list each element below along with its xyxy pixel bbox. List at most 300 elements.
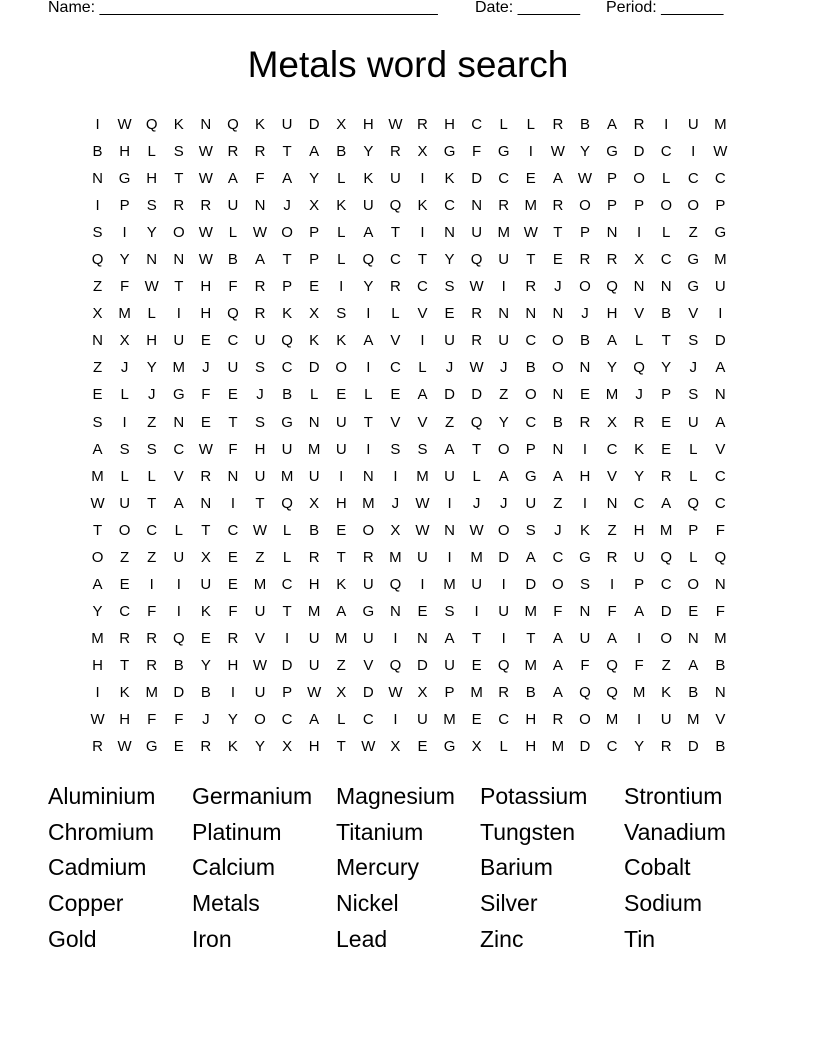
grid-letter: D [525,575,537,593]
grid-letter: T [174,278,184,296]
grid-letter: S [255,359,266,377]
grid-letter: H [146,332,158,350]
grid-letter: N [552,386,564,404]
grid-letter: P [309,251,320,269]
grid-letter: U [498,602,510,620]
grid-letter: K [363,170,374,188]
grid-letter: B [688,683,699,701]
grid-letter: O [687,575,700,593]
grid-letter: S [688,332,699,350]
grid-letter: T [336,548,346,566]
grid-letter: S [146,440,157,458]
grid-letter: I [637,711,642,729]
word-list-item: Zinc [480,925,524,952]
grid-letter: T [417,251,428,269]
grid-letter: I [95,197,100,215]
grid-letter: H [200,305,212,323]
grid-letter: Y [363,143,374,161]
grid-letter: N [444,224,455,242]
grid-letter: P [525,440,536,458]
grid-letter: U [525,494,537,512]
grid-letter: G [443,143,456,161]
grid-letter: W [388,116,403,133]
grid-letter: H [525,738,537,756]
grid-letter: L [499,738,508,756]
grid-letter: K [119,683,130,701]
grid-letter: R [660,738,672,756]
grid-letter: C [525,332,537,350]
grid-letter: F [228,440,238,458]
grid-letter: P [607,170,618,188]
grid-letter: D [281,656,293,674]
grid-letter: L [147,467,156,485]
grid-letter: I [664,116,669,133]
grid-letter: Q [687,494,700,512]
grid-letter: F [715,521,725,539]
grid-letter: R [525,278,537,296]
grid-letter: C [606,738,618,756]
grid-letter: O [524,386,537,404]
word-list-item: Tungsten [480,818,576,845]
grid-letter: I [230,494,236,512]
grid-letter: C [119,602,131,620]
grid-letter: P [661,386,672,404]
grid-letter: G [281,413,293,431]
grid-letter: G [714,224,727,242]
grid-letter: Q [389,656,402,674]
grid-letter: F [201,386,211,404]
grid-letter: W [415,521,430,539]
grid-letter: Y [363,278,374,296]
grid-letter: A [92,440,103,458]
grid-letter: E [525,170,536,188]
grid-letter: Q [389,197,402,215]
grid-letter: I [609,575,615,593]
grid-letter: I [366,305,371,323]
grid-letter: E [417,738,428,756]
word-list-item: Cadmium [48,854,147,881]
word-list-item: Tin [624,925,656,952]
grid-letter: C [498,170,510,188]
grid-letter: T [174,170,184,188]
word-list-item: Lead [336,925,388,952]
grid-letter: Q [91,251,104,269]
grid-letter: N [417,629,428,647]
grid-letter: Q [606,683,618,701]
grid-letter: V [363,656,374,674]
grid-letter: C [633,494,645,512]
grid-letter: X [282,738,293,756]
grid-letter: N [714,683,726,701]
grid-letter: I [393,467,398,485]
grid-letter: N [579,602,591,620]
grid-letter: H [308,575,320,593]
grid-letter: Q [227,305,239,323]
grid-letter: L [472,467,481,485]
grid-letter: S [173,143,184,161]
grid-letter: L [228,224,238,242]
grid-letter: K [661,683,672,701]
letter-grid [84,113,734,762]
grid-letter: Z [147,548,157,566]
grid-letter: F [120,278,130,296]
grid-letter: O [579,278,591,296]
grid-letter: S [255,413,266,431]
grid-letter: T [526,251,536,269]
grid-letter: W [90,711,105,729]
grid-letter: Y [634,467,645,485]
grid-letter: T [661,332,671,350]
grid-letter: L [282,521,292,539]
word-list-item: Calcium [192,854,276,881]
grid-letter: U [335,413,347,431]
grid-letter: T [472,440,482,458]
grid-letter: P [282,683,293,701]
grid-letter: K [336,575,347,593]
grid-letter: G [443,738,456,756]
grid-letter: W [523,224,538,242]
grid-letter: M [389,548,402,566]
grid-letter: T [120,656,130,674]
grid-letter: A [444,440,455,458]
grid-letter: C [660,251,672,269]
word-list-item: Mercury [336,854,420,881]
date-field: Date: _______ [475,0,580,16]
grid-letter: R [173,197,185,215]
page-title: Metals word search [247,44,569,85]
grid-letter: B [525,359,536,377]
grid-letter: V [688,305,699,323]
grid-letter: O [660,629,673,647]
word-list-item: Nickel [336,890,399,917]
grid-letter: I [582,440,588,458]
grid-letter: R [606,251,618,269]
grid-letter: X [92,305,103,323]
grid-letter: Q [227,116,239,133]
grid-letter: M [91,467,104,485]
grid-letter: N [308,413,320,431]
grid-letter: Y [255,738,266,756]
grid-letter: Y [227,711,238,729]
grid-letter: Q [281,332,293,350]
grid-letter: Z [92,278,103,296]
grid-letter: U [308,656,320,674]
grid-letter: E [119,575,130,593]
grid-letter: W [469,278,484,296]
grid-letter: U [254,467,266,485]
grid-letter: O [687,197,700,215]
grid-letter: P [119,197,130,215]
grid-letter: U [471,224,483,242]
grid-letter: E [444,305,455,323]
word-list-item: Iron [192,925,232,952]
word-list [48,779,808,957]
grid-letter: U [173,332,185,350]
grid-letter: U [444,332,455,350]
grid-letter: M [524,656,538,674]
grid-letter: V [715,440,726,458]
grid-letter: R [552,116,564,133]
grid-letter: H [146,170,158,188]
grid-letter: V [417,305,428,323]
grid-letter: L [120,386,129,404]
grid-letter: L [282,548,292,566]
grid-letter: R [552,711,564,729]
name-field: Name: ______________________________________ [48,0,438,16]
grid-letter: R [471,305,483,323]
grid-letter: U [227,359,239,377]
grid-letter: P [634,197,645,215]
grid-letter: D [498,548,510,566]
grid-letter: K [255,116,266,133]
word-list-item: Strontium [624,783,723,809]
grid-letter: R [552,197,564,215]
grid-letter: R [417,116,428,133]
grid-letter: A [552,629,563,647]
grid-letter: M [416,467,429,485]
grid-letter: W [388,683,403,701]
grid-letter: R [471,332,483,350]
grid-letter: R [146,656,158,674]
grid-letter: H [606,305,618,323]
grid-letter: M [172,359,186,377]
grid-letter: N [714,386,726,404]
worksheet-header [0,0,816,20]
grid-letter: Q [470,251,483,269]
grid-letter: I [122,413,127,431]
grid-letter: Z [120,548,130,566]
grid-letter: N [471,197,483,215]
grid-letter: C [471,116,483,133]
grid-letter: L [526,116,535,133]
grid-letter: C [498,711,510,729]
grid-letter: M [714,629,727,647]
grid-letter: X [634,251,645,269]
grid-letter: C [444,197,455,215]
grid-letter: H [633,521,645,539]
grid-letter: G [687,278,700,296]
grid-letter: O [552,575,564,593]
grid-letter: X [607,413,618,431]
grid-letter: H [200,278,212,296]
grid-letter: I [420,575,425,593]
grid-letter: A [715,413,726,431]
grid-letter: O [660,197,673,215]
grid-letter: T [526,629,536,647]
grid-letter: N [173,413,185,431]
word-list-item: Magnesium [336,783,455,809]
grid-letter: M [497,224,510,242]
grid-letter: T [228,413,238,431]
grid-letter: O [362,521,375,539]
grid-letter: K [227,738,238,756]
grid-letter: M [91,629,104,647]
grid-letter: A [525,548,536,566]
grid-letter: D [308,359,320,377]
grid-letter: P [634,575,645,593]
grid-letter: R [633,116,645,133]
grid-letter: U [200,575,212,593]
grid-letter: N [389,602,401,620]
grid-letter: D [308,116,320,133]
grid-letter: A [92,575,103,593]
word-list-item: Germanium [192,783,313,809]
grid-letter: L [337,251,346,269]
grid-letter: E [200,413,211,431]
grid-letter: U [389,170,401,188]
grid-letter: R [254,278,266,296]
grid-letter: E [200,629,211,647]
grid-letter: D [173,683,185,701]
grid-letter: K [634,440,645,458]
grid-letter: N [254,197,266,215]
grid-letter: S [444,278,455,296]
grid-letter: N [552,440,564,458]
word-list-item: Barium [480,854,553,881]
grid-letter: E [661,440,672,458]
grid-letter: A [607,332,618,350]
grid-letter: E [336,521,347,539]
grid-letter: J [499,359,508,377]
grid-letter: R [200,738,212,756]
grid-letter: N [92,170,103,188]
grid-letter: W [90,494,105,512]
grid-letter: A [552,683,563,701]
grid-letter: Z [661,656,671,674]
grid-letter: R [389,278,401,296]
grid-letter: K [309,332,320,350]
grid-letter: X [200,548,211,566]
grid-letter: K [200,602,211,620]
grid-letter: X [309,305,320,323]
grid-letter: T [255,494,265,512]
grid-letter: A [661,494,672,512]
grid-letter: M [362,494,375,512]
grid-letter: U [362,629,374,647]
grid-letter: T [472,629,482,647]
grid-letter: I [718,305,723,323]
grid-letter: E [661,413,672,431]
grid-letter: C [687,170,699,188]
grid-letter: B [552,413,563,431]
grid-letter: L [337,224,346,242]
grid-letter: R [633,413,645,431]
grid-letter: L [689,467,698,485]
grid-letter: R [660,467,672,485]
grid-letter: L [337,170,346,188]
grid-letter: X [471,738,482,756]
grid-letter: C [714,170,726,188]
grid-letter: F [174,711,184,729]
grid-letter: F [634,656,644,674]
grid-letter: V [390,332,401,350]
grid-letter: I [447,548,452,566]
grid-letter: W [469,521,484,539]
grid-letter: M [551,738,565,756]
grid-letter: N [606,494,618,512]
grid-letter: Y [146,359,157,377]
grid-letter: X [417,143,428,161]
grid-letter: L [309,386,319,404]
grid-letter: W [198,170,213,188]
grid-letter: S [146,197,157,215]
grid-letter: C [281,711,293,729]
word-list-item: Chromium [48,818,155,845]
grid-letter: K [417,197,428,215]
grid-letter: Z [553,494,563,512]
grid-letter: D [687,738,699,756]
grid-letter: M [605,711,619,729]
grid-letter: R [92,738,103,756]
grid-letter: Z [92,359,103,377]
grid-letter: Q [660,548,673,566]
grid-letter: U [227,197,239,215]
grid-letter: O [579,711,591,729]
grid-letter: J [147,386,156,404]
grid-letter: S [92,224,103,242]
grid-letter: E [200,332,211,350]
grid-letter: O [91,548,104,566]
grid-letter: C [173,440,185,458]
grid-letter: R [606,548,618,566]
grid-letter: I [582,494,588,512]
grid-letter: K [173,116,184,133]
grid-letter: V [417,413,428,431]
grid-letter: R [308,548,320,566]
grid-letter: I [366,440,371,458]
grid-letter: W [307,683,322,701]
grid-letter: R [227,629,239,647]
grid-letter: A [498,467,509,485]
grid-letter: C [714,494,726,512]
grid-letter: U [362,575,374,593]
grid-letter: C [606,440,618,458]
grid-letter: A [173,494,184,512]
grid-letter: J [581,305,589,323]
grid-letter: A [282,170,293,188]
grid-letter: E [227,386,238,404]
grid-letter: N [660,278,672,296]
grid-letter: F [228,278,238,296]
grid-letter: Z [147,413,157,431]
grid-letter: A [552,170,563,188]
grid-letter: W [252,521,268,539]
grid-letter: V [607,467,618,485]
grid-letter: G [497,143,510,161]
grid-letter: N [579,359,591,377]
grid-letter: O [552,359,564,377]
grid-letter: C [281,359,293,377]
grid-letter: A [607,116,618,133]
grid-letter: N [687,629,699,647]
grid-letter: R [579,251,591,269]
grid-letter: F [147,602,157,620]
grid-letter: Q [606,278,618,296]
grid-letter: W [469,359,484,377]
grid-letter: U [308,629,320,647]
grid-letter: L [147,305,156,323]
grid-letter: E [173,738,184,756]
grid-letter: Y [200,656,211,674]
grid-letter: L [662,170,671,188]
grid-letter: N [552,305,564,323]
grid-letter: I [176,305,181,323]
grid-letter: A [255,251,266,269]
grid-letter: I [339,467,344,485]
grid-letter: F [228,602,238,620]
grid-letter: H [444,116,455,133]
grid-letter: J [202,711,210,729]
